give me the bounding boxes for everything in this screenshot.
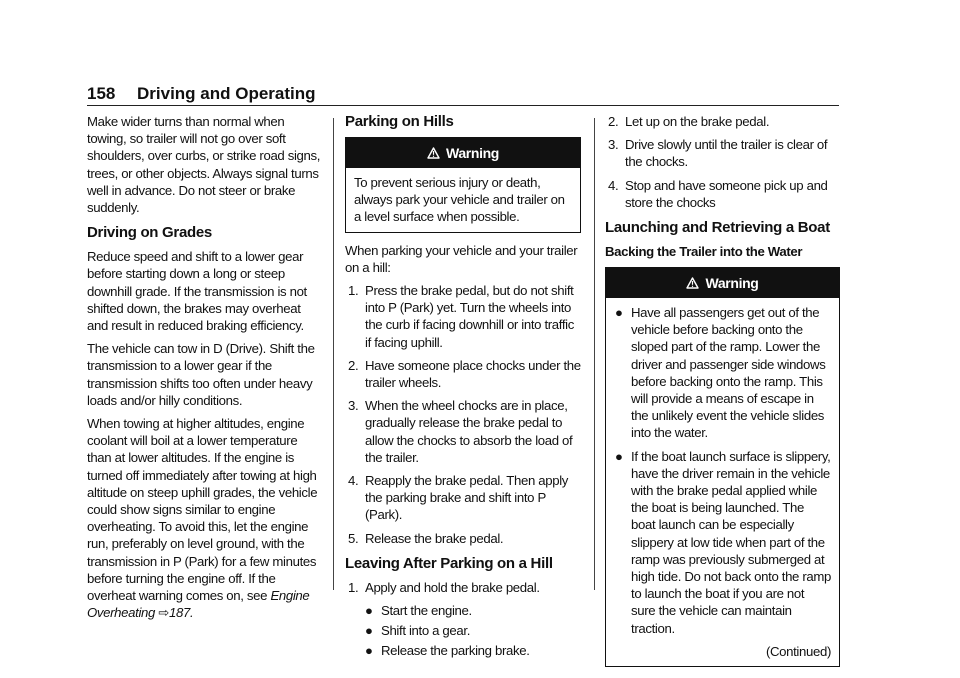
list-item: [345, 530, 581, 547]
list-number: 2.: [348, 357, 359, 373]
continued-label: (Continued): [765, 643, 831, 659]
paragraph-text: When towing at higher altitudes, engine coolant will boil at a lower temperature than at lower altitudes. If the engine is turned off immediately after towing at high altitude on steep uphill grades, the vehicle could show signs similar to engine overheating. To avoid this, let the engine run, preferably on level ground, with the transmission in P (Park) for a few minutes before turning the engine off. If the overheat warning comes on, see: [87, 416, 318, 604]
list-item: [345, 282, 581, 351]
cross-reference-page[interactable]: 187.: [169, 605, 194, 621]
list-item-text: Stop and have someone pick up and store the chocks: [625, 177, 828, 210]
paragraph: The vehicle can tow in D (Drive). Shift the transmission to a lower gear if the transmission shifts too often under heavy loads and/or hilly conditions.: [87, 341, 315, 408]
column-right: [605, 113, 840, 676]
list-number: 4.: [348, 473, 359, 489]
header-rule: [87, 105, 839, 106]
list-item-text: Press the brake pedal, but do not shift into P (Park) yet. Turn the wheels into the curb if facing downhill or into traffic if facing uphill.: [365, 283, 575, 350]
column-left: [87, 113, 323, 627]
paragraph: Reduce speed and shift to a lower gear before starting down a long or steep downhill grade. If the transmission is not shifted down, the brakes may overheat and result in reduced braking efficiency.: [87, 249, 307, 334]
bullet-text: Have all passengers get out of the vehicle before backing onto the sloped part of the ramp. Lower the driver and passenger side windows before backing onto the ramp. This will provide a means of escape in the unlikely event the vehicle slides into the water.: [631, 305, 826, 441]
warning-triangle-icon: [686, 269, 699, 299]
paragraph: [87, 415, 323, 621]
list-item-text: Apply and hold the brake pedal.: [365, 579, 540, 595]
bullet-icon: ●: [365, 623, 373, 639]
section-heading-launching: Launching and Retrieving a Boat: [605, 219, 830, 237]
warning-box: [605, 267, 840, 667]
warning-box: [345, 137, 581, 233]
list-item: [605, 136, 840, 170]
list-number: 3.: [348, 398, 359, 414]
list-number: 1.: [348, 283, 359, 299]
list-number: 4.: [608, 177, 619, 193]
list-number: 5.: [348, 530, 359, 546]
section-heading-parking: Parking on Hills: [345, 113, 454, 130]
bullet-icon: ●: [615, 448, 623, 464]
section-heading-leaving: Leaving After Parking on a Hill: [345, 554, 553, 572]
bullet-text: If the boat launch surface is slippery, have the driver remain in the vehicle with the brake pedal applied while the boat is being launched. The boat launch can be especially slippery at low tide when part of the ramp was previously submerged at high tide. Do not back onto the ramp to launch the boat if you are not sure the vehicle can maintain traction.: [631, 448, 831, 636]
warning-triangle-icon: [427, 139, 440, 169]
bullet-item: [345, 642, 581, 659]
bullet-item: [345, 622, 581, 639]
column-divider: [594, 118, 595, 590]
column-middle: [345, 113, 581, 663]
list-item-text: Reapply the brake pedal. Then apply the parking brake and shift into P (Park).: [365, 473, 569, 523]
warning-header: [346, 138, 580, 168]
warning-label: Warning: [445, 145, 500, 161]
chapter-title: Driving and Operating: [137, 84, 316, 103]
list-item: [605, 177, 840, 211]
list-item: [345, 579, 581, 596]
list-item: [345, 397, 581, 466]
intro-paragraph: Make wider turns than normal when towing, so trailer will not go over soft shoulders, over curbs, or strike road signs, trees, or other objects. Always signal turns well in advance. Do not steer or brake suddenly.: [87, 114, 321, 216]
bullet-text: Start the engine.: [381, 603, 472, 619]
list-number: 1.: [348, 579, 359, 595]
list-number: 3.: [608, 137, 619, 153]
warning-body: To prevent serious injury or death, always park your vehicle and trailer on a level surface when possible.: [354, 175, 565, 225]
subsection-heading-backing: Backing the Trailer into the Water: [605, 244, 803, 260]
section-heading-grades: Driving on Grades: [87, 224, 212, 242]
warning-label: Warning: [705, 275, 759, 292]
list-item-text: When the wheel chocks are in place, gradually release the brake pedal to allow the chocks to absorb the load of the trailer.: [365, 398, 573, 465]
bullet-text: Shift into a gear.: [381, 623, 471, 639]
warning-header: [606, 268, 839, 298]
list-item-text: Have someone place chocks under the trailer wheels.: [365, 357, 581, 391]
paragraph: When parking your vehicle and your trailer on a hill:: [345, 242, 578, 275]
arrow-icon: ⇨: [158, 605, 170, 621]
warning-bullet-item: [614, 304, 831, 442]
warning-body: [606, 298, 839, 666]
list-item-text: Release the brake pedal.: [365, 530, 504, 546]
list-number: 2.: [608, 114, 619, 129]
bullet-icon: ●: [365, 643, 373, 659]
list-item: [345, 357, 581, 391]
list-item: [345, 472, 581, 524]
bullet-text: Release the parking brake.: [381, 643, 530, 659]
bullet-icon: ●: [615, 305, 623, 321]
bullet-icon: ●: [365, 603, 373, 619]
list-item-text: Let up on the brake pedal.: [625, 114, 770, 129]
warning-bullet-item: [614, 448, 831, 637]
cross-reference-link[interactable]: Engine Overheating: [87, 588, 310, 621]
bullet-item: [345, 602, 581, 619]
list-item-text: Drive slowly until the trailer is clear of the chocks.: [625, 137, 828, 170]
column-divider: [333, 118, 334, 590]
list-item: [605, 113, 840, 130]
page-number: 158: [87, 84, 116, 103]
